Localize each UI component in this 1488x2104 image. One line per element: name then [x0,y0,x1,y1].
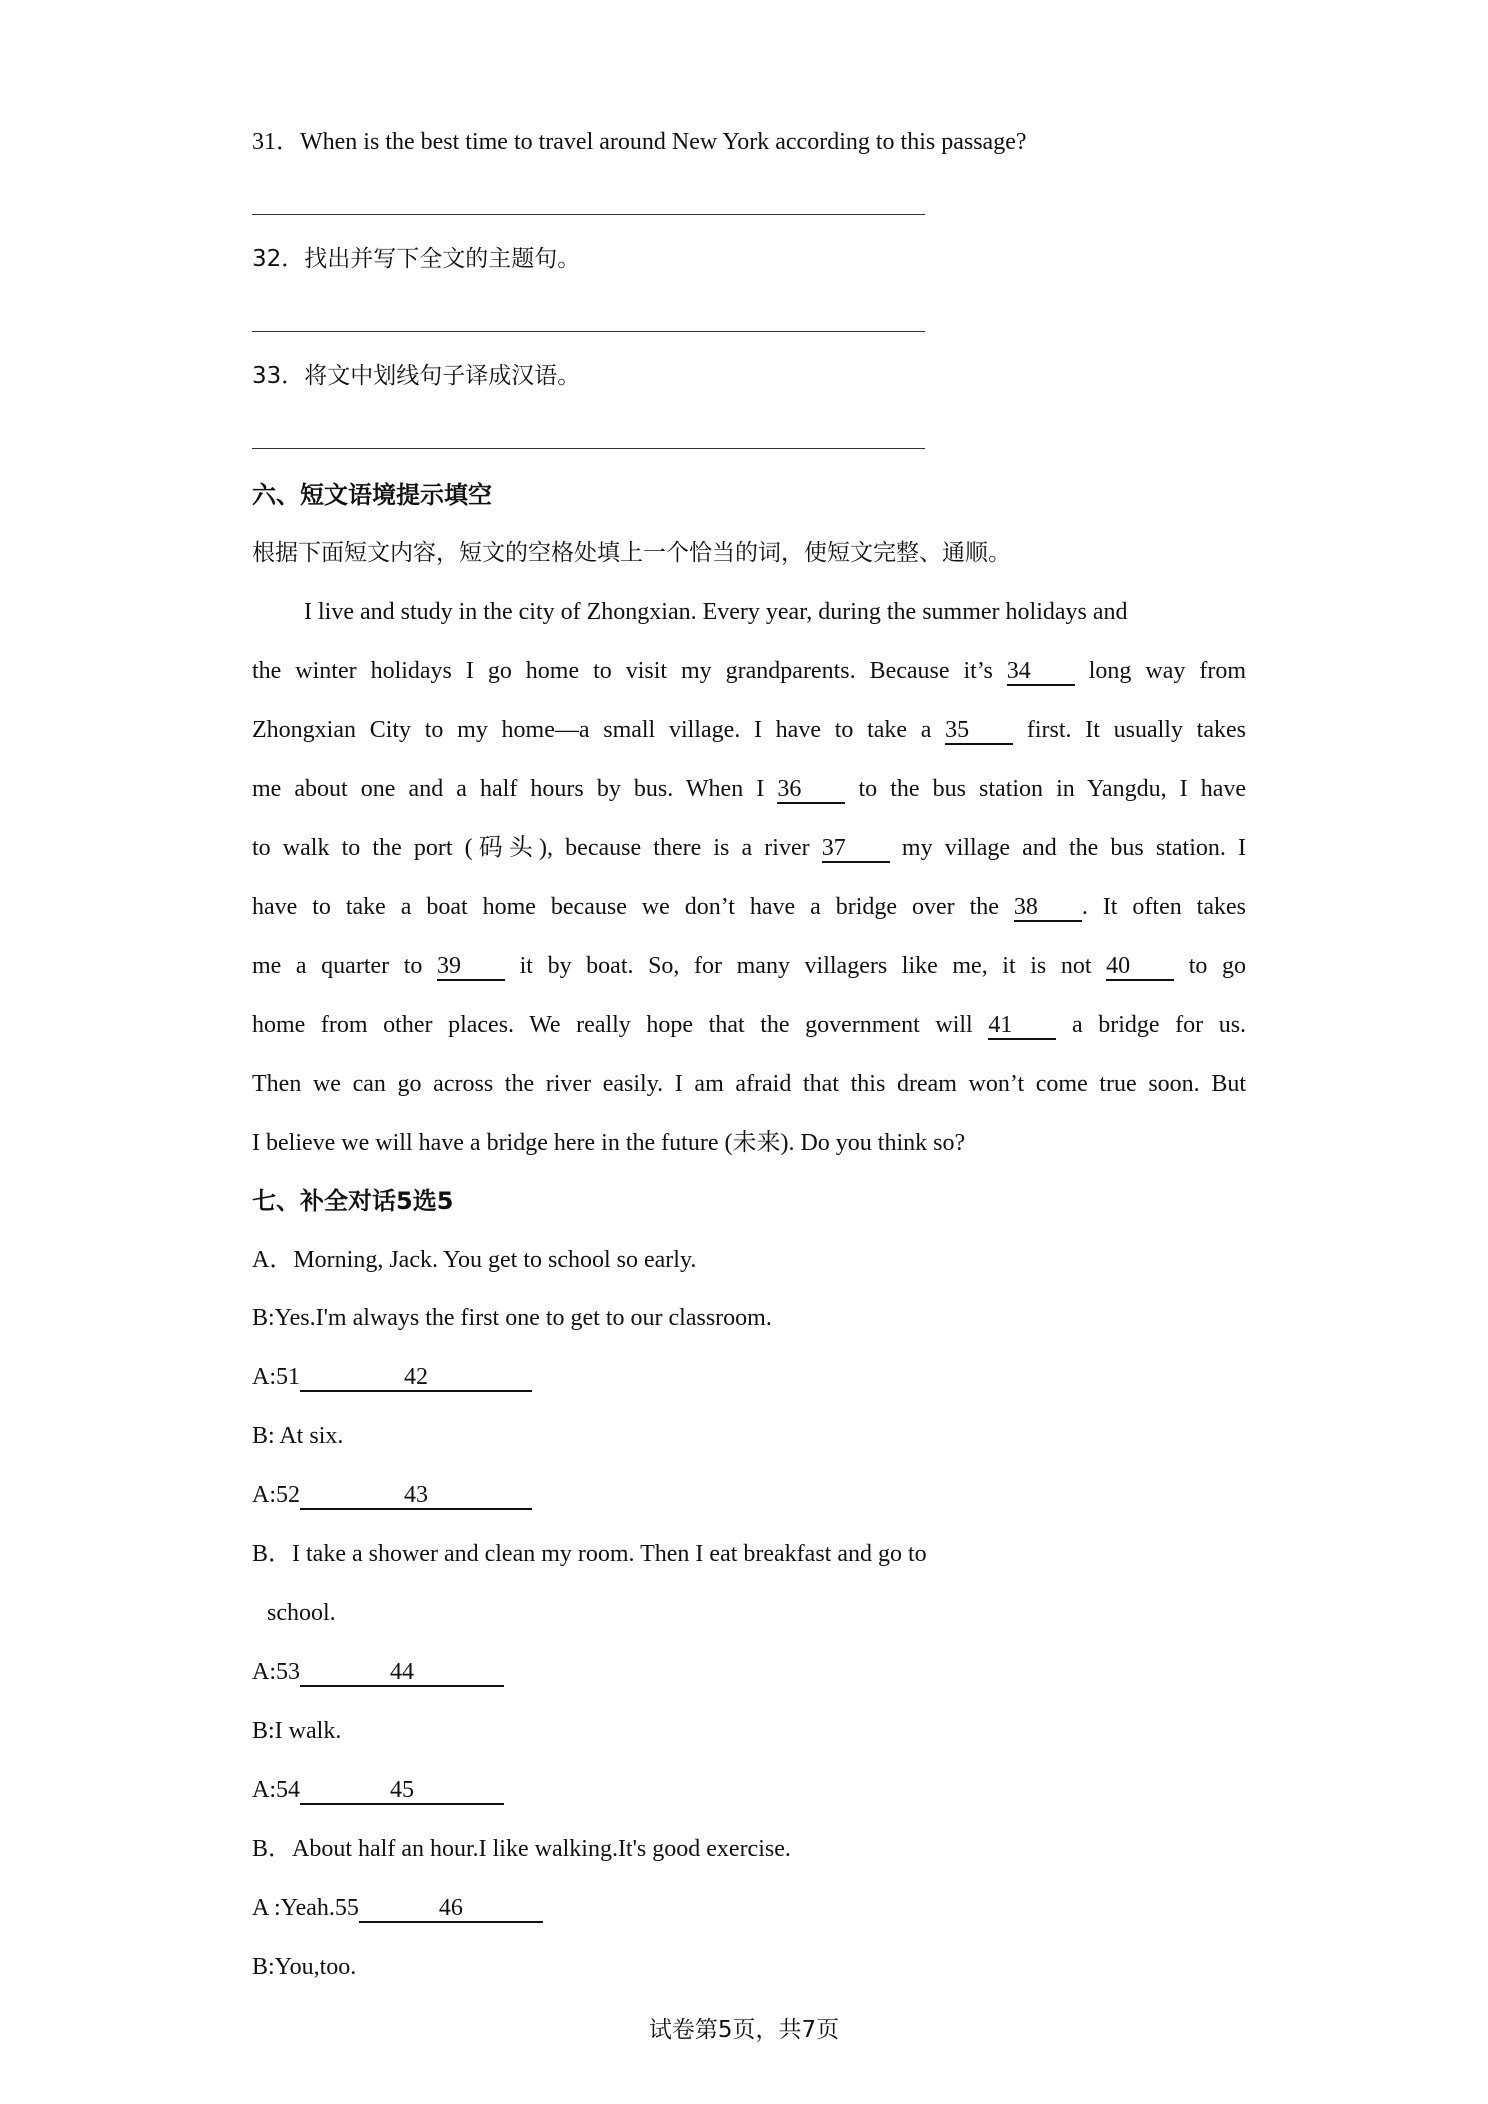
blank-44[interactable]: 44 [300,1659,504,1687]
passage-line-6: have to take a boat home because we don’t have a bridge over the 38 . It often takes [252,894,1246,920]
dialogue-line-6: B．I take a shower and clean my room. Then I eat breakfast and go to [252,1541,927,1567]
section-6-heading: 六、短文语境提示填空 [252,481,492,509]
blank-34[interactable]: 34 [1007,658,1075,686]
blank-42[interactable]: 42 [300,1364,532,1392]
passage-line-10: I believe we will have a bridge here in the future (未来). Do you think so? [252,1130,966,1156]
dialogue-line-5: A:52 43 [252,1479,532,1511]
page-footer: 试卷第5页，共7页 [648,2017,840,2043]
blank-37[interactable]: 37 [822,835,890,863]
passage-line-8: home from other places. We really hope that the government will 41 a bridge for us. [252,1012,1247,1038]
section-7-heading: 七、补全对话5选5 [252,1187,454,1215]
passage-line-5: to walk to the port (码头), because there is a river 37 my village and the bus station. I [252,835,1247,861]
dialogue-line-9: A:54 45 [252,1774,504,1806]
blank-36[interactable]: 36 [777,776,845,804]
blank-43[interactable]: 43 [300,1482,532,1510]
dialogue-line-3: A:51 42 [252,1361,532,1393]
passage-line-4: me about one and a half hours by bus. When I 36 to the bus station in Yangdu, I have [252,776,1247,802]
section-6-instruction: 根据下面短文内容，短文的空格处填上一个恰当的词，使短文完整、通顺。 [252,540,1011,566]
question-32: 32．找出并写下全文的主题句。 [252,246,581,272]
dialogue-line-7: A:53 44 [252,1656,504,1688]
dialogue-line-2: B:Yes.I'm always the first one to get to our classroom. [252,1305,772,1331]
passage-line-7: me a quarter to 39 it by boat. So, for many villagers like me, it is not 40 to go [252,953,1247,979]
passage-line-9: Then we can go across the river easily. I am afraid that this dream won’t come true soon. But [252,1071,1246,1097]
blank-35[interactable]: 35 [945,717,1013,745]
blank-41[interactable]: 41 [988,1012,1056,1040]
blank-45[interactable]: 45 [300,1777,504,1805]
question-33: 33．将文中划线句子译成汉语。 [252,363,581,389]
blank-38[interactable]: 38 [1014,894,1082,922]
dialogue-line-10: B．About half an hour.I like walking.It's good exercise. [252,1836,791,1862]
answer-line-33[interactable] [252,448,925,449]
dialogue-line-11: A :Yeah.55 46 [252,1892,543,1924]
dialogue-line-1: A．Morning, Jack. You get to school so early. [252,1247,697,1273]
dialogue-line-8: B:I walk. [252,1718,342,1744]
passage-line-2: the winter holidays I go home to visit my grandparents. Because it’s 34 long way from [252,658,1247,684]
passage-line-3: Zhongxian City to my home—a small village. I have to take a 35 first. It usually takes [252,717,1246,743]
blank-46[interactable]: 46 [359,1895,543,1923]
dialogue-line-12: B:You,too. [252,1954,357,1980]
dialogue-line-4: B: At six. [252,1423,344,1449]
answer-line-31[interactable] [252,214,925,215]
blank-40[interactable]: 40 [1106,953,1174,981]
answer-line-32[interactable] [252,331,925,332]
question-31: 31．When is the best time to travel around New York according to this passage? [252,129,1027,155]
passage-line-1: I live and study in the city of Zhongxian. Every year, during the summer holidays and [304,599,1128,625]
blank-39[interactable]: 39 [437,953,505,981]
dialogue-line-6-continued: school. [267,1600,336,1626]
